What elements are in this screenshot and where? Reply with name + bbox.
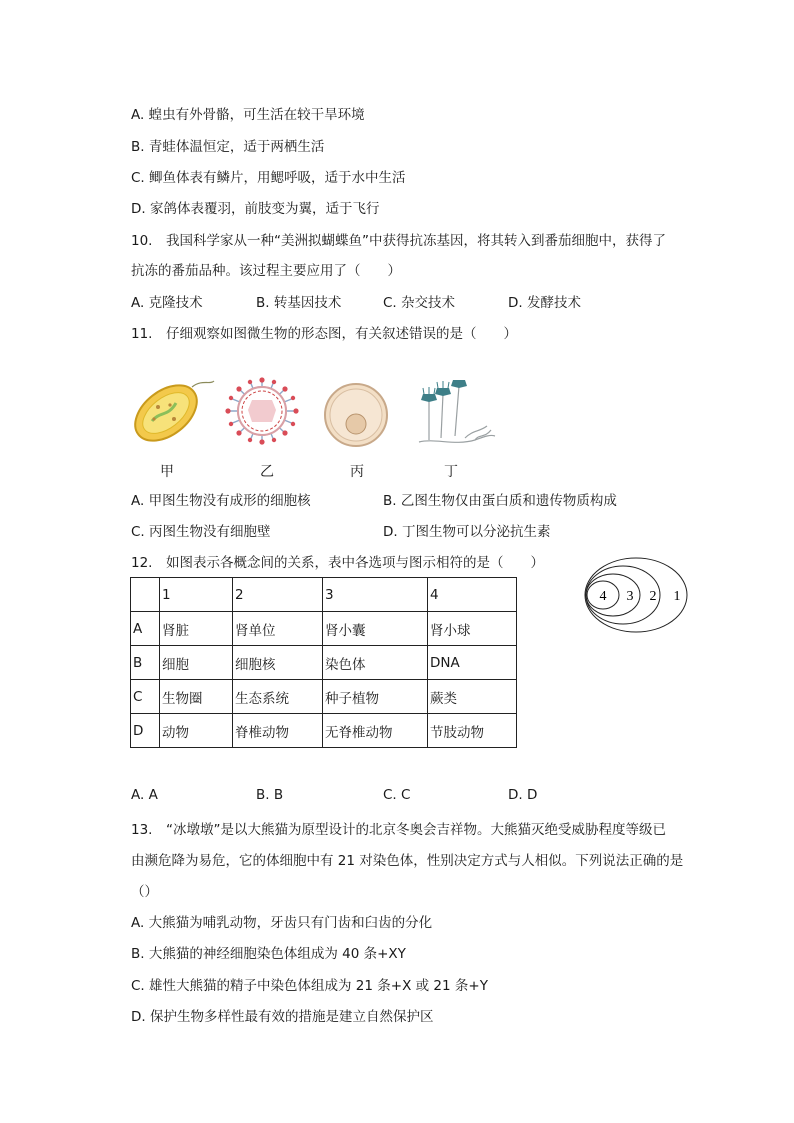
q11-option-c: C. 丙图生物没有细胞壁 — [131, 524, 271, 540]
q13-stem-line3: （） — [131, 884, 158, 900]
q10-option-c: C. 杂交技术 — [383, 295, 456, 311]
figure-label-ding: 丁 — [444, 464, 458, 480]
table-cell: 1 — [160, 578, 233, 612]
q12-stem: 12. 如图表示各概念间的关系，表中各选项与图示相符的是（ ） — [131, 555, 544, 571]
q13-stem-line2: 由濒危降为易危，它的体细胞中有 21 对染色体，性别决定方式与人相似。下列说法正确的是 — [131, 853, 684, 869]
table-cell: 2 — [233, 578, 323, 612]
table-cell: 肾单位 — [233, 612, 323, 646]
q11-option-b: B. 乙图生物仅由蛋白质和遗传物质构成 — [383, 493, 617, 509]
q10-option-d: D. 发酵技术 — [508, 295, 581, 311]
q10-option-a: A. 克隆技术 — [131, 295, 203, 311]
q11-option-a: A. 甲图生物没有成形的细胞核 — [131, 493, 311, 509]
nested-concept-diagram — [584, 555, 692, 635]
q12-option-c: C. C — [383, 787, 411, 803]
table-cell: 种子植物 — [323, 680, 428, 714]
venn-label-4: 4 — [599, 589, 607, 604]
mold-illustration — [415, 380, 497, 450]
figure-label-jia: 甲 — [160, 464, 174, 480]
bacterium-illustration — [130, 375, 215, 447]
table-cell: 染色体 — [323, 646, 428, 680]
q13-option-b: B. 大熊猫的神经细胞染色体组成为 40 条+XY — [131, 946, 406, 962]
yeast-cell-illustration — [322, 382, 390, 448]
table-row — [131, 612, 517, 646]
table-cell: 肾脏 — [160, 612, 233, 646]
table-cell: 肾小球 — [428, 612, 517, 646]
table-header-row — [131, 578, 517, 612]
table-cell: B — [131, 646, 160, 680]
venn-label-2: 2 — [649, 589, 657, 604]
q10-stem-line2: 抗冻的番茄品种。该过程主要应用了（ ） — [131, 263, 401, 279]
table-cell: A — [131, 612, 160, 646]
q13-option-d: D. 保护生物多样性最有效的措施是建立自然保护区 — [131, 1009, 434, 1025]
venn-label-1: 1 — [673, 589, 681, 604]
q10-option-b: B. 转基因技术 — [256, 295, 342, 311]
q9-option-b: B. 青蛙体温恒定，适于两栖生活 — [131, 139, 325, 155]
venn-label-3: 3 — [626, 589, 634, 604]
q12-option-a: A. A — [131, 787, 158, 803]
table-cell: 动物 — [160, 714, 233, 748]
table-cell — [131, 578, 160, 612]
table-cell: 细胞 — [160, 646, 233, 680]
q13-option-c: C. 雄性大熊猫的精子中染色体组成为 21 条+X 或 21 条+Y — [131, 978, 488, 994]
table-cell: C — [131, 680, 160, 714]
table-cell: 细胞核 — [233, 646, 323, 680]
q13-stem-line1: 13. “冰墩墩”是以大熊猫为原型设计的北京冬奥会吉祥物。大熊猫灭绝受威胁程度等级已 — [131, 822, 666, 838]
figure-label-bing: 丙 — [350, 464, 364, 480]
table-cell: 蕨类 — [428, 680, 517, 714]
table-cell: 肾小囊 — [323, 612, 428, 646]
table-row — [131, 680, 517, 714]
table-cell: 无脊椎动物 — [323, 714, 428, 748]
q12-option-b: B. B — [256, 787, 284, 803]
table-cell: DNA — [428, 646, 517, 680]
q12-option-d: D. D — [508, 787, 538, 803]
table-cell: 节肢动物 — [428, 714, 517, 748]
q10-stem-line1: 10. 我国科学家从一种“美洲拟蝴蝶鱼”中获得抗冻基因，将其转入到番茄细胞中，获得了 — [131, 233, 666, 249]
q13-option-a: A. 大熊猫为哺乳动物，牙齿只有门齿和臼齿的分化 — [131, 915, 433, 931]
virus-illustration — [218, 376, 306, 446]
table-cell: 3 — [323, 578, 428, 612]
concept-table — [130, 577, 517, 748]
table-cell: 生态系统 — [233, 680, 323, 714]
table-row — [131, 714, 517, 748]
q11-stem: 11. 仔细观察如图微生物的形态图，有关叙述错误的是（ ） — [131, 326, 517, 342]
table-row — [131, 646, 517, 680]
table-cell: D — [131, 714, 160, 748]
q9-option-a: A. 蝗虫有外骨骼，可生活在较干旱环境 — [131, 107, 365, 123]
q9-option-c: C. 鲫鱼体表有鳞片，用鳃呼吸，适于水中生活 — [131, 170, 406, 186]
figure-label-yi: 乙 — [260, 464, 274, 480]
table-cell: 脊椎动物 — [233, 714, 323, 748]
table-cell: 4 — [428, 578, 517, 612]
table-cell: 生物圈 — [160, 680, 233, 714]
q9-option-d: D. 家鸽体表覆羽，前肢变为翼，适于飞行 — [131, 201, 380, 217]
q11-option-d: D. 丁图生物可以分泌抗生素 — [383, 524, 551, 540]
